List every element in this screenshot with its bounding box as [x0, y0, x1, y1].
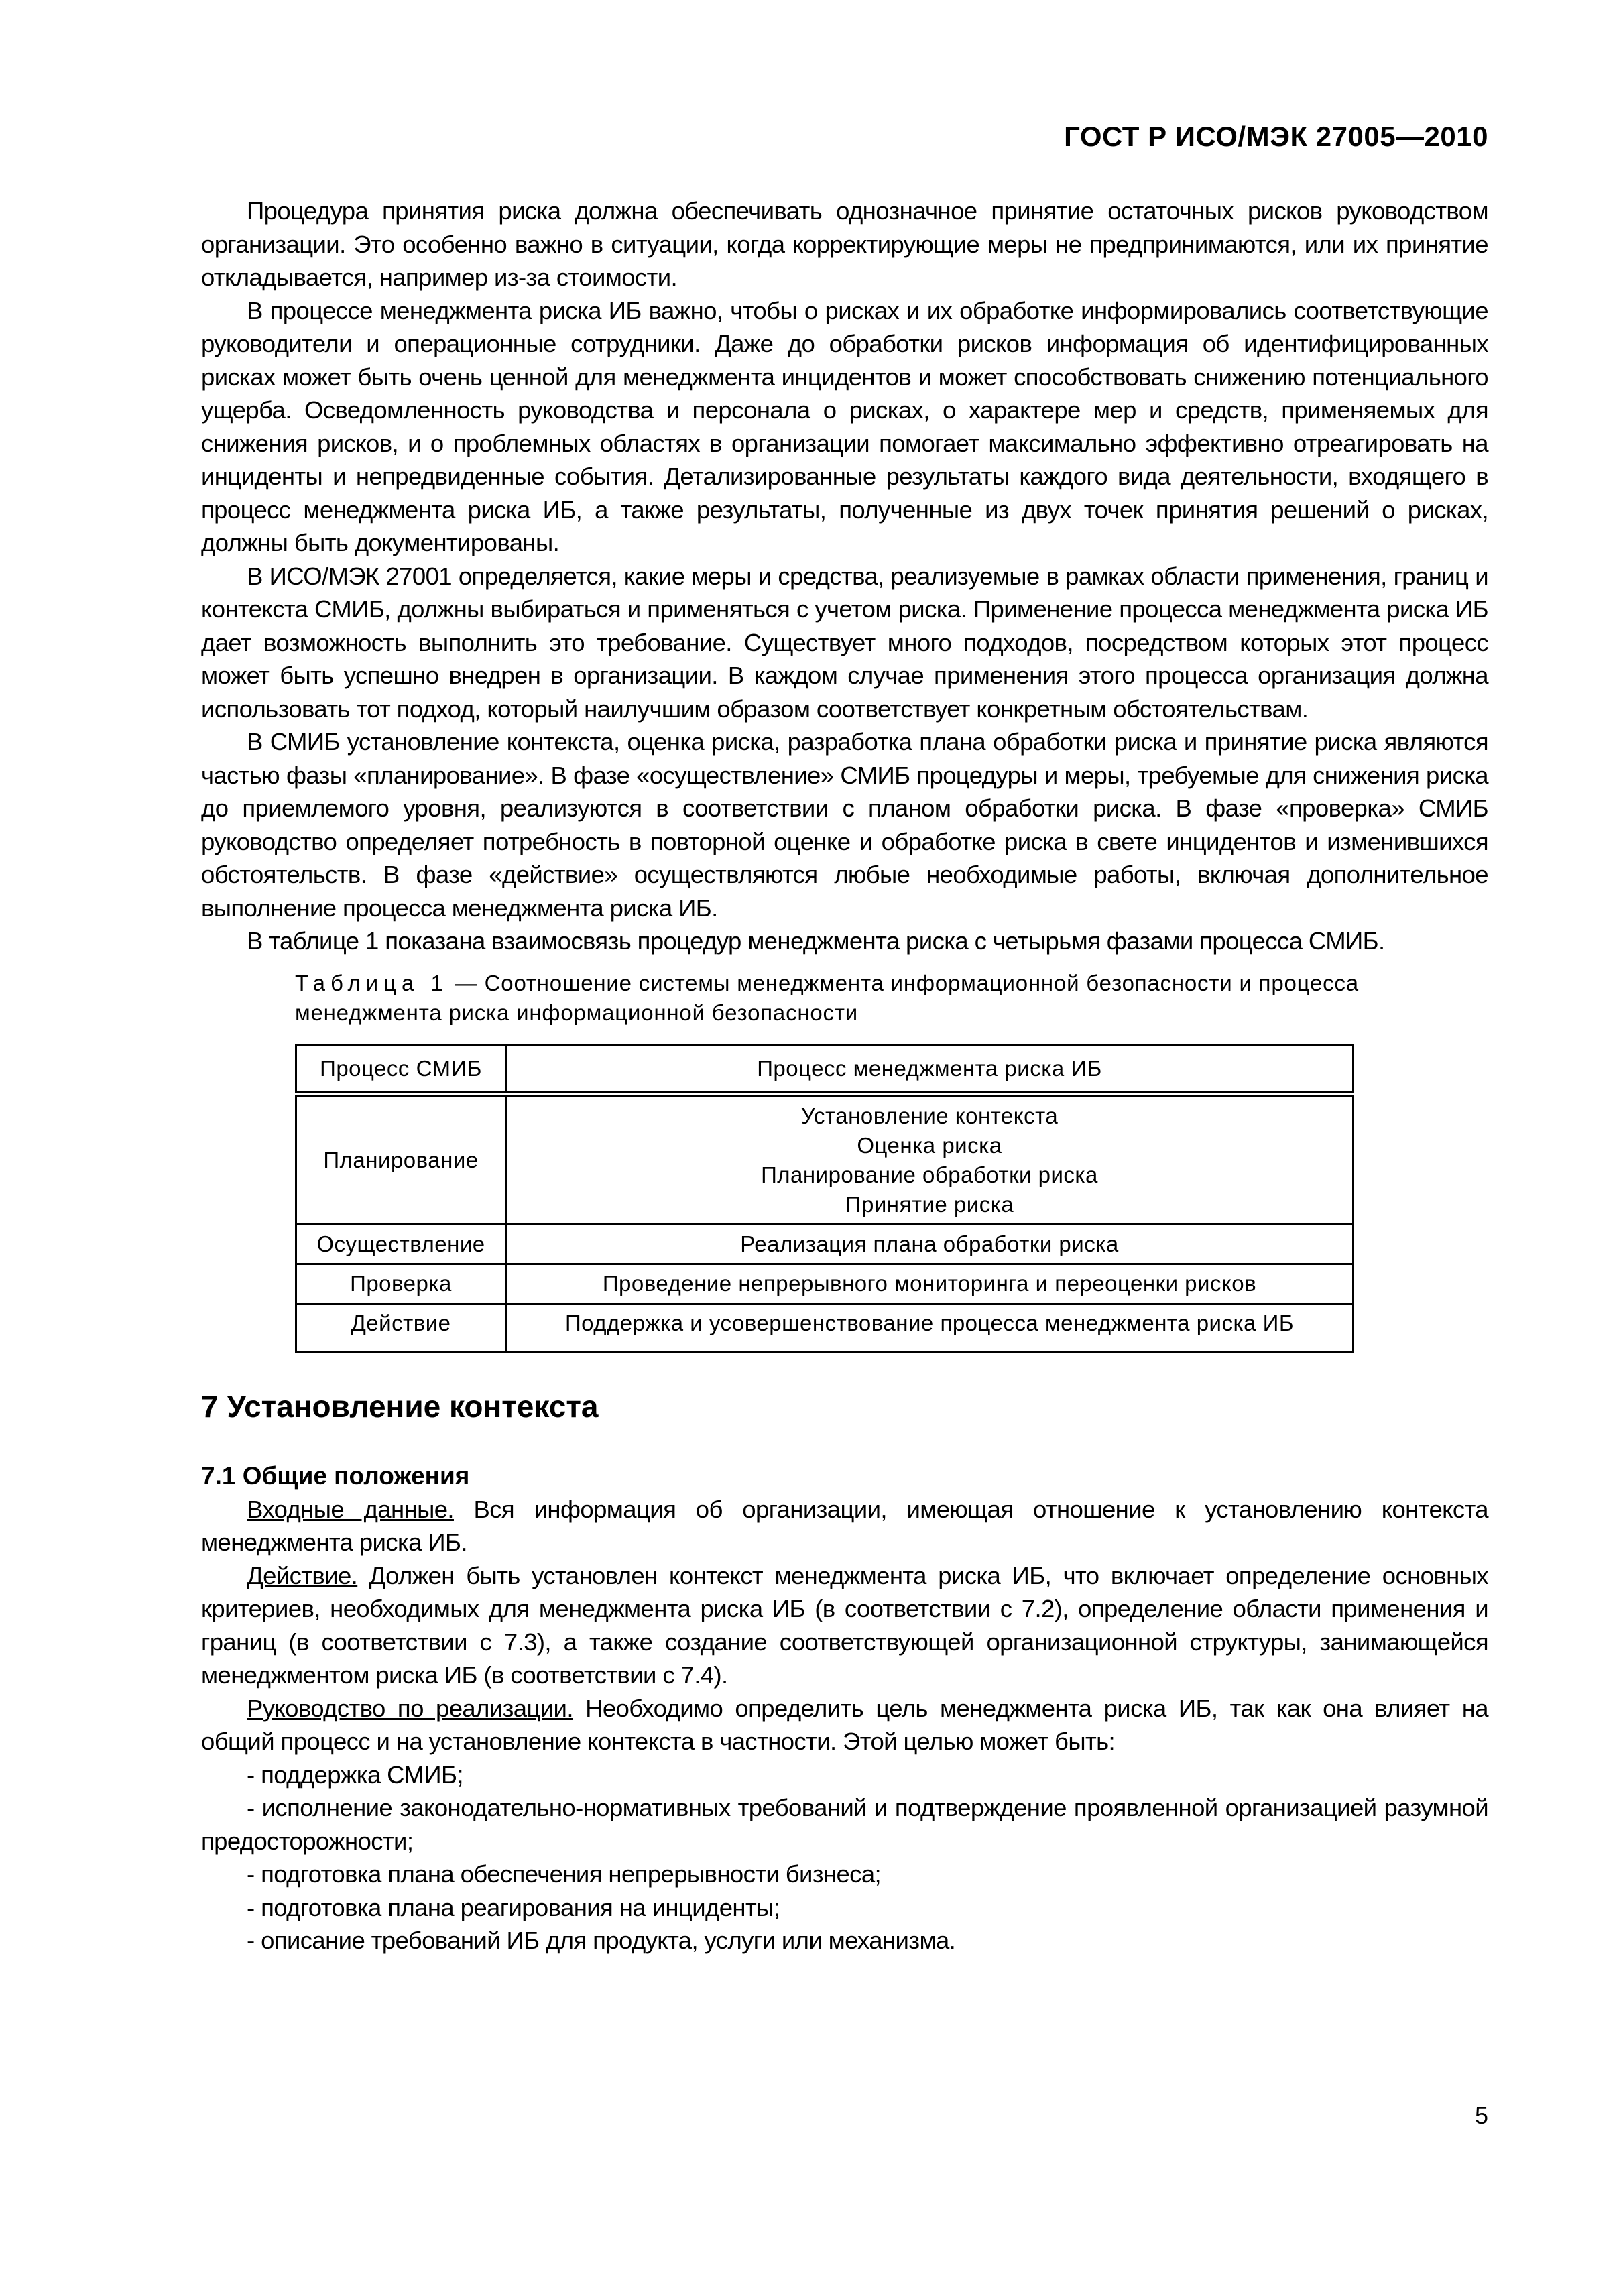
risk-line: Установление контекста: [800, 1103, 1059, 1128]
list-item: - подготовка плана реагирования на инциденты;: [247, 1893, 780, 1921]
input-data-paragraph: [201, 1493, 1488, 1559]
table-row: [296, 1224, 1354, 1264]
standard-header: ГОСТ Р ИСО/МЭК 27005—2010: [1064, 121, 1488, 152]
guidance-label: Руководство по реализации.: [247, 1694, 573, 1722]
subsection-title: 7.1 Общие положения: [201, 1461, 470, 1490]
action-text: Должен быть установлен контекст менеджмента риска ИБ, что включает определение основных критериев, необходимых для менеджмента риска ИБ (в соответствии с 7.2), определение области применения и границ (в соответствии с 7.3), а также создание соответствующей организационной структуры, занимающейся менеджментом риска ИБ (в соответствии с 7.4).: [201, 1561, 1488, 1689]
input-data-text: Вся информация об организации, имеющая отношение к установлению контекста менеджмента риска ИБ.: [201, 1495, 1488, 1556]
guidance-paragraph: [201, 1692, 1488, 1758]
list-item: - описание требований ИБ для продукта, услуги или механизма.: [247, 1927, 956, 1954]
list-item: - поддержка СМИБ;: [247, 1760, 463, 1789]
risk-cell: [506, 1094, 1354, 1224]
header-isms-process: Процесс СМИБ: [296, 1044, 506, 1094]
table-caption-label: Таблица 1: [295, 970, 448, 995]
table-row: [296, 1303, 1354, 1352]
body-text: [201, 194, 1488, 1957]
risk-line: Принятие риска: [845, 1191, 1014, 1217]
paragraph: В процессе менеджмента риска ИБ важно, чтобы о рисках и их обработке информировались соответствующие руководители и операционные сотрудники. Даже до обработки рисков информация об идентифицированных рисках может быть очень ценной для менеджмента инцидентов и может способствовать снижению потенциального ущерба. Осведомленность руководства и персонала о рисках, о характере мер и средств, применяемых для снижения рисков, и о проблемных областях в организации помогает максимально эффективно отреагировать на инциденты и непредвиденные события. Детализированные результаты каждого вида деятельности, входящего в процесс менеджмента риска ИБ, а также результаты, полученные из двух точек принятия решений о рисках, должны быть документированы.: [201, 296, 1488, 556]
action-paragraph: [201, 1559, 1488, 1692]
risk-cell: Реализация плана обработки риска: [506, 1224, 1354, 1264]
paragraph: В таблице 1 показана взаимосвязь процедур менеджмента риска с четырьмя фазами процесса СМИБ.: [247, 927, 1385, 955]
list-item: - подготовка плана обеспечения непрерывности бизнеса;: [247, 1860, 882, 1888]
action-label: Действие.: [247, 1561, 358, 1589]
table-caption: [295, 969, 1488, 1028]
section-title: 7 Установление контекста: [201, 1388, 599, 1424]
paragraph: Процедура принятия риска должна обеспечивать однозначное принятие остаточных рисков руководством организации. Это особенно важно в ситуации, когда корректирующие меры не предпринимаются, или их принятие откладывается, например из-за стоимости.: [201, 197, 1488, 291]
risk-line: Оценка риска: [857, 1132, 1002, 1158]
table-row: [296, 1094, 1354, 1224]
guidance-text: Необходимо определить цель менеджмента риска ИБ, так как она влияет на общий процесс и на установление контекста в частности. Этой целью может быть:: [201, 1694, 1488, 1755]
phase-cell: Планирование: [296, 1094, 506, 1224]
header-risk-process: Процесс менеджмента риска ИБ: [506, 1044, 1354, 1094]
table-row: [296, 1264, 1354, 1303]
phase-cell: Осуществление: [296, 1224, 506, 1264]
page-number: 5: [1474, 2102, 1488, 2129]
list-item: - исполнение законодательно-нормативных требований и подтверждение проявленной организацией разумной предосторожности;: [201, 1794, 1488, 1855]
input-data-label: Входные данные.: [247, 1495, 454, 1523]
isms-risk-table: [295, 1044, 1354, 1353]
table-caption-text: — Соотношение системы менеджмента информационной безопасности и процесса менеджмента риска информационной безопасности: [295, 970, 1359, 1025]
risk-cell: Проведение непрерывного мониторинга и переоценки рисков: [506, 1264, 1354, 1303]
paragraph: В ИСО/МЭК 27001 определяется, какие меры и средства, реализуемые в рамках области применения, границ и контекста СМИБ, должны выбираться и применяться с учетом риска. Применение процесса менеджмента риска ИБ дает возможность выполнить это требование. Существует много подходов, посредством которых этот процесс может быть успешно внедрен в организации. В каждом случае применения этого процесса организация должна использовать тот подход, который наилучшим образом соответствует конкретным обстоятельствам.: [201, 562, 1488, 723]
phase-cell: Проверка: [296, 1264, 506, 1303]
phase-cell: Действие: [296, 1303, 506, 1352]
paragraph: В СМИБ установление контекста, оценка риска, разработка плана обработки риска и принятие риска являются частью фазы «планирование». В фазе «осуществление» СМИБ процедуры и меры, требуемые для снижения риска до приемлемого уровня, реализуются в соответствии с планом обработки риска. В фазе «проверка» СМИБ руководство определяет потребность в повторной оценке и обработке риска в свете инцидентов и изменившихся обстоятельств. В фазе «действие» осуществляются любые необходимые работы, включая дополнительное выполнение процесса менеджмента риска ИБ.: [201, 728, 1488, 922]
table-header-row: [296, 1044, 1354, 1094]
risk-line: Планирование обработки риска: [761, 1162, 1098, 1187]
risk-cell: Поддержка и усовершенствование процесса менеджмента риска ИБ: [506, 1303, 1354, 1352]
